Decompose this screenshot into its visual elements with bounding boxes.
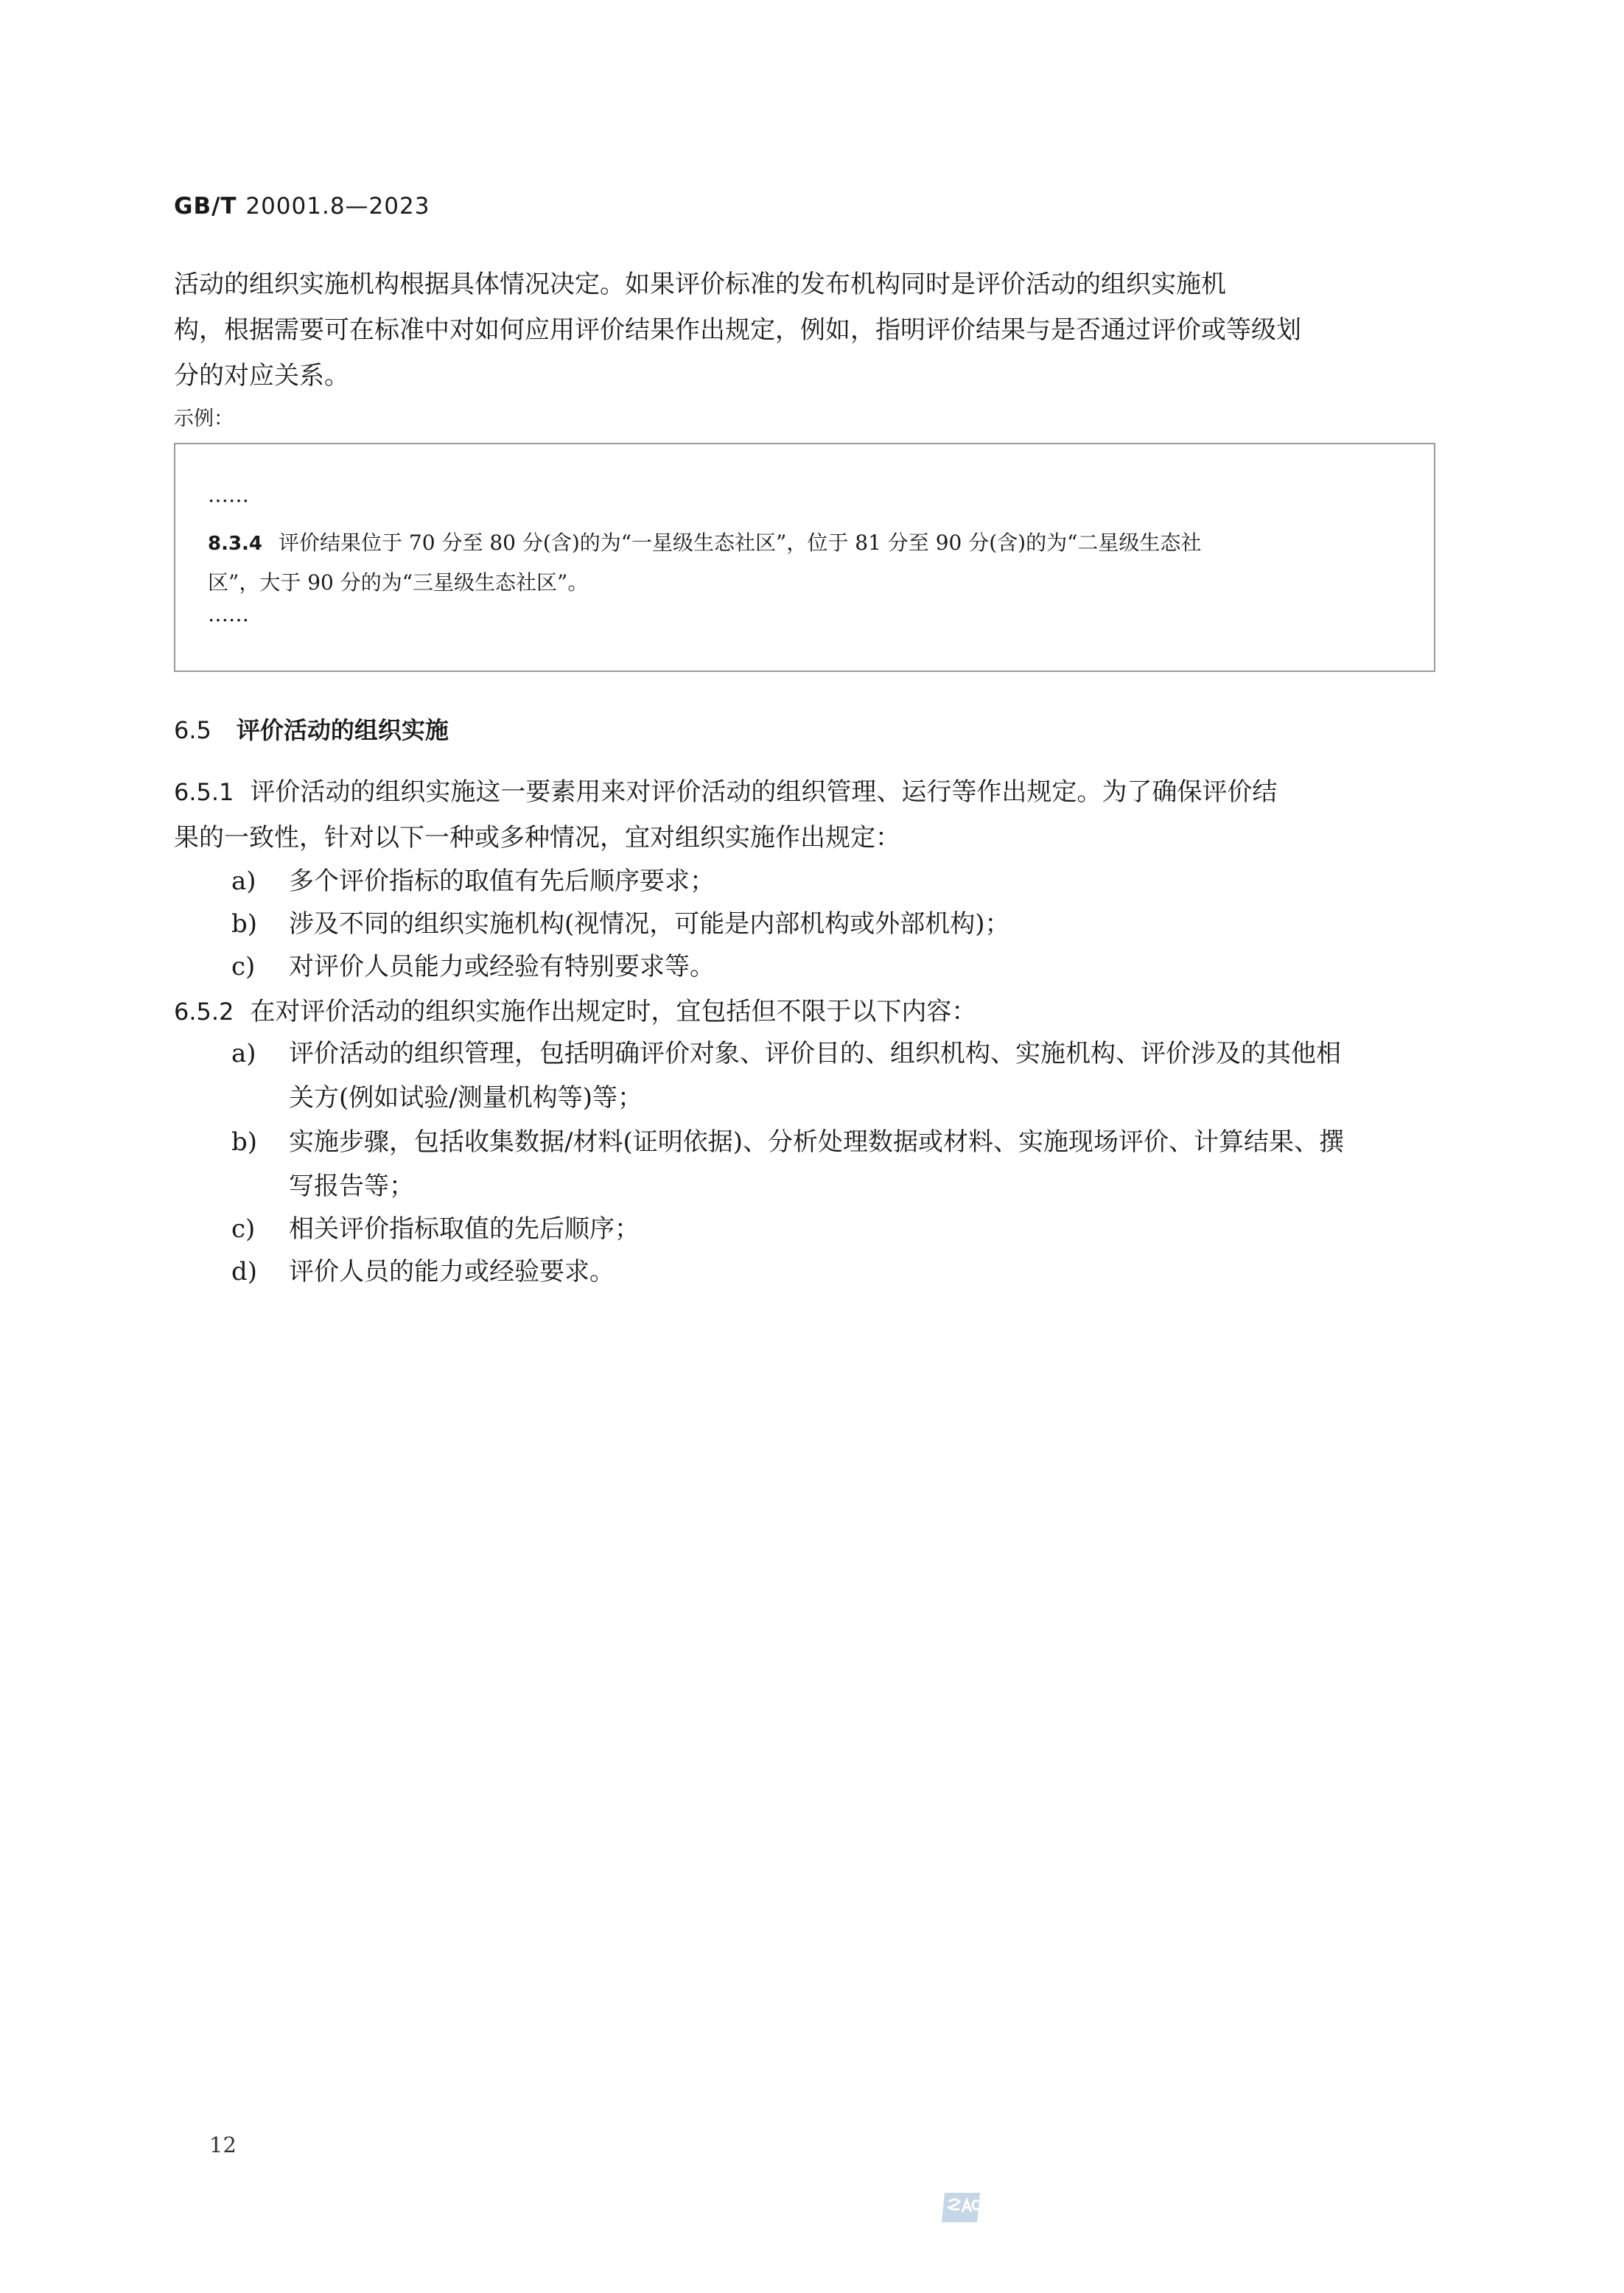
list-item xyxy=(231,1207,1441,1251)
paragraph-line: 构，根据需要可在标准中对如何应用评价结果作出规定，例如，指明评价结果与是否通过评价或等级划 xyxy=(174,315,1301,345)
ellipsis-bottom: …… xyxy=(208,602,249,626)
list-marker: c) xyxy=(231,952,256,981)
list-item xyxy=(231,1250,1441,1294)
paragraph-line: 分的对应关系。 xyxy=(174,361,349,391)
clause-number: 6.5.2 xyxy=(174,998,234,1026)
clause-first-line xyxy=(174,989,1441,1035)
section-number: 6.5 xyxy=(174,716,211,744)
list-item-text: 关方(例如试验/测量机构等)等； xyxy=(289,1083,643,1113)
list-marker: c) xyxy=(231,1214,256,1244)
clause-text: 评价活动的组织实施这一要素用来对评价活动的组织管理、运行等作出规定。为了确保评价结 xyxy=(250,777,1278,807)
example-clause-text: 评价结果位于 70 分至 80 分(含)的为“一星级生态社区”，位于 81 分至 90 分(含)的为“二星级生态社 xyxy=(279,531,1202,555)
list-marker: b) xyxy=(231,1127,258,1157)
list-item-text: 相关评价指标取值的先后顺序； xyxy=(289,1214,640,1244)
list-item-text: 多个评价指标的取值有先后顺序要求； xyxy=(289,867,715,896)
example-box xyxy=(174,443,1435,672)
list-item xyxy=(231,902,1441,946)
list-item-text: 对评价人员能力或经验有特别要求等。 xyxy=(289,952,715,981)
example-clause-line-1 xyxy=(208,527,1201,556)
paragraph-line: 活动的组织实施机构根据具体情况决定。如果评价标准的发布机构同时是评价活动的组织实施机 xyxy=(174,270,1226,299)
intro-paragraph xyxy=(174,262,1441,399)
example-label: 示例： xyxy=(174,407,234,430)
list-item-text: 写报告等； xyxy=(289,1172,414,1201)
logo-icon xyxy=(937,2190,984,2225)
list-marker: b) xyxy=(231,909,258,939)
clause-6-5-1 xyxy=(174,769,1441,861)
clause-6-5-2 xyxy=(174,989,1441,1035)
section-heading xyxy=(174,712,449,746)
clause-first-line xyxy=(174,769,1441,815)
standard-designation xyxy=(174,193,430,220)
list-item-text: 涉及不同的组织实施机构(视情况，可能是内部机构或外部机构)； xyxy=(289,909,1010,939)
list-item-text: 评价活动的组织管理，包括明确评价对象、评价目的、组织机构、实施机构、评价涉及的其他相 xyxy=(289,1039,1341,1068)
example-clause-line-2: 区”，大于 90 分的为“三星级生态社区”。 xyxy=(208,570,589,595)
standard-prefix: GB/T xyxy=(174,193,237,220)
ellipsis-top: …… xyxy=(208,483,249,507)
list-item-text: 评价人员的能力或经验要求。 xyxy=(289,1257,615,1286)
clause-text: 在对评价活动的组织实施作出规定时，宜包括但不限于以下内容： xyxy=(250,997,977,1026)
list-item xyxy=(231,1032,1441,1120)
clause-number: 6.5.1 xyxy=(174,778,234,806)
list-item xyxy=(231,1120,1441,1208)
section-title: 评价活动的组织实施 xyxy=(236,716,449,744)
list-marker: a) xyxy=(231,867,256,896)
list-marker: a) xyxy=(231,1039,256,1068)
list-item xyxy=(231,945,1441,989)
example-clause-number: 8.3.4 xyxy=(208,533,263,555)
standard-number: 20001.8—2023 xyxy=(245,193,430,220)
list-item-text: 实施步骤，包括收集数据/材料(证明依据)、分析处理数据或材料、实施现场评价、计算结果、撰 xyxy=(289,1127,1344,1157)
clause-second-line: 果的一致性，针对以下一种或多种情况，宜对组织实施作出规定： xyxy=(174,823,900,853)
publisher-logo-watermark xyxy=(937,2190,984,2225)
list-item xyxy=(231,859,1441,903)
page-number: 12 xyxy=(209,2132,237,2157)
list-marker: d) xyxy=(231,1257,258,1286)
